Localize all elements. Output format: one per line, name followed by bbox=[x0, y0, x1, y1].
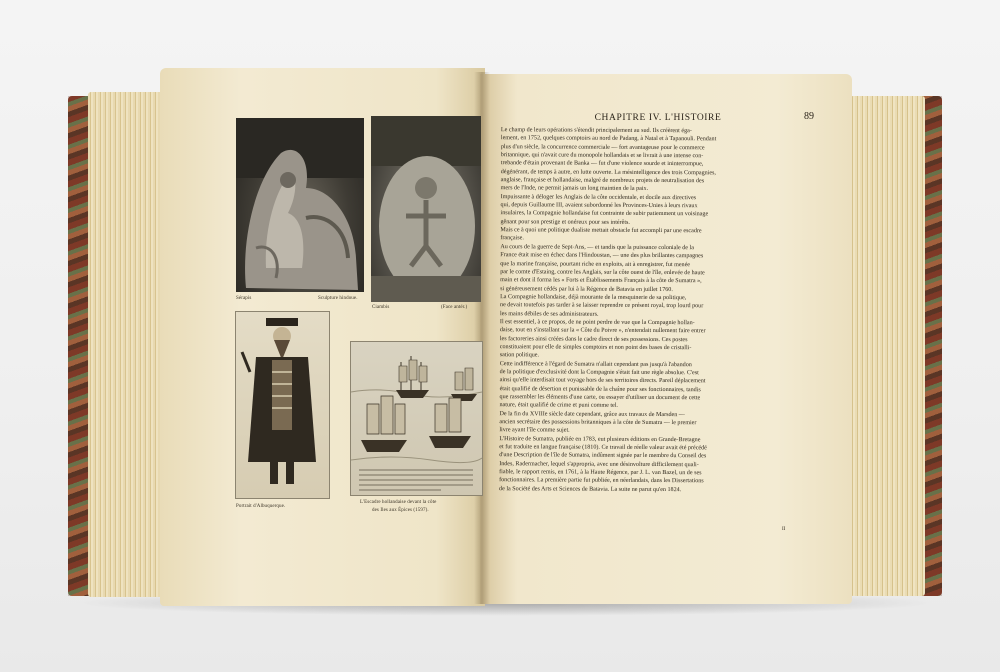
illustration-portrait-figure bbox=[235, 311, 330, 499]
text-line: gênant pour son prestige et onéreux pour ses intérêts. bbox=[500, 218, 630, 226]
caption-stone1-right: Sculpture hindoue. bbox=[318, 296, 358, 301]
text-line: livre ayant l'île comme sujet. bbox=[499, 427, 570, 434]
text-line: de la politique d'exclusivité dont la Compagnie s'était fait une règle absolue. C'est bbox=[499, 369, 699, 377]
text-line: que rassembler les éléments d'une carte, ou essayer d'utiliser un document de cette bbox=[499, 394, 701, 402]
text-line: lement, en 1752, quelques comptoirs au nord de Padang, à Natal et à Tapanouli. Pendant bbox=[500, 135, 717, 143]
text-line: trebande d'étain provenant de Banka — fut d'une violence sourde et ininterrompue, bbox=[500, 160, 704, 168]
text-line: ne devait toutefois pas tarder à se laisser reprendre ce présent royal, trop lourd pour bbox=[500, 302, 704, 310]
text-line: Au cours de la guerre de Sept-Ans, — et tandis que la puissance coloniale de la bbox=[500, 243, 694, 251]
text-line: daise, tout en s'installant sur la « Côte du Poivre », n'entendait nullement faire entrer bbox=[499, 327, 706, 335]
text-line: nature, était qualifié de crime et puni comme tel. bbox=[499, 402, 618, 410]
chapter-header: CHAPITRE IV. L'HISTOIRE bbox=[594, 113, 722, 123]
text-line: anglaise, française et hollandaise, malgré de nombreux projets de neutralisation des bbox=[500, 177, 705, 185]
text-line: par le comte d'Estaing, contre les Anglais, sur la côte ouest de l'île, enlevée de haute bbox=[500, 269, 705, 277]
page-body-text bbox=[499, 126, 821, 495]
text-line: France était mise en échec dans l'Hindoustan, — une des plus brillantes campagnes bbox=[500, 252, 704, 260]
text-line: d'une Description de l'île de Sumatra, indûment signée par le membre du Conseil des bbox=[499, 452, 707, 460]
text-line: ancien secrétaire des possessions britanniques à la côte de Sumatra — le premier bbox=[499, 419, 697, 427]
text-line: de la Société des Arts et Sciences de Batavia. La suite ne parut qu'en 1824. bbox=[499, 485, 682, 493]
text-line: sation politique. bbox=[499, 352, 540, 359]
text-line: qui, depuis Guillaume III, avaient subordonné les Provinces-Unies à leurs rivaux bbox=[500, 202, 698, 210]
text-line: était qualifié de désertion et punissable de la chaîne pour ses fonctionnaires, tandis bbox=[499, 385, 701, 393]
page-number: 89 bbox=[804, 111, 814, 122]
text-line: main et dont il forma les « Forts et Établissements Français à la côte de Sumatra », bbox=[500, 277, 702, 285]
text-line: française. bbox=[500, 235, 524, 242]
text-line: si généreusement cédés par lui à la Régence de Batavia en juillet 1760. bbox=[500, 285, 673, 293]
text-line: que la marine française, pourtant riche en exploits, ait à enregistrer, fut menée bbox=[500, 260, 691, 268]
text-line: Il est essentiel, à ce propos, de ne point perdre de vue que la Compagnie hollan- bbox=[499, 319, 695, 327]
text-line: Mais ce à quoi une politique dualiste mettait obstacle fut accompli par une escadre bbox=[500, 227, 702, 235]
caption-stone2-right: (Face antér.) bbox=[441, 305, 468, 310]
caption-stone1-left: Sérapis bbox=[236, 296, 252, 301]
caption-stone2-left: Ciambis bbox=[372, 305, 390, 310]
text-line: Impuissante à déloger les Anglais de la côte occidentale, et docile aux directives bbox=[500, 193, 697, 201]
caption-portrait: Portrait d'Albuquerque. bbox=[236, 504, 286, 509]
text-line: insulaires, la Compagnie hollandaise fut contrainte de subir patiemment un voisinage bbox=[500, 210, 709, 218]
text-line: Cette indifférence à l'égard de Sumatra n'allait cependant pas jusqu'à l'abandon bbox=[499, 360, 692, 368]
signature-mark: II bbox=[782, 527, 786, 532]
photo-relief-stone bbox=[371, 116, 481, 302]
text-line: constituaient pour elle de simples comptoirs et non point des bases de cristalli- bbox=[499, 344, 692, 352]
text-line: Indes, Radermacher, lequel s'appropria, avec une désinvolture difficilement quali- bbox=[499, 460, 699, 468]
text-line: fonctionnaires. La première partie fut publiée, en néerlandais, dans les Dissertations bbox=[499, 477, 704, 485]
caption-ships-line2: des Iles aux Épices (1597). bbox=[372, 508, 429, 513]
caption-ships-line1: L'Escadre hollandaise devant la côte bbox=[360, 500, 437, 505]
text-line: Le champ de leurs opérations s'étendit principalement au sud. Ils créèrent éga- bbox=[500, 127, 692, 135]
text-line: fiable, le rapport remis, en 1761, à la Haute Régence, par J. L. van Bazel, un de ses bbox=[499, 469, 702, 477]
text-line: et fut traduite en langue française (1810). Ce travail de réelle valeur avait été précédé bbox=[499, 444, 707, 452]
text-line: plus d'un siècle, la concurrence commerciale — fort avantageuse pour le commerce bbox=[500, 143, 705, 151]
text-line: les factoreries ainsi créées dans le cadre direct de ses possessions. Ces postes bbox=[499, 335, 688, 343]
page-block-right bbox=[850, 96, 925, 596]
text-line: les mains débiles de ses administrateurs. bbox=[499, 310, 599, 318]
text-line: L'Histoire de Sumatra, publiée en 1783, eut plusieurs éditions en Grande-Bretagne bbox=[499, 435, 701, 443]
text-line: ainsi qu'elle interdisait tout voyage hors de ses territoires directs. Pareil déplacement bbox=[499, 377, 706, 385]
photo-carved-stone bbox=[236, 118, 364, 292]
text-line: De la fin du XVIIIe siècle date cependant, grâce aux travaux de Marsden — bbox=[499, 410, 685, 418]
text-line: dégénérant, de temps à autre, en lutte ouverte. La mésintelligence des trois Compagnies, bbox=[500, 168, 716, 177]
engraving-dutch-fleet bbox=[350, 341, 483, 496]
text-line: britannique, qui n'avait cure du monopole hollandais et se livrait à une intense con- bbox=[500, 152, 704, 160]
text-line: mers de l'Inde, ne permit jamais un long maintien de la paix. bbox=[500, 185, 649, 193]
text-line: La Compagnie hollandaise, déjà mourante de la mesquinerie de sa politique, bbox=[500, 294, 687, 302]
